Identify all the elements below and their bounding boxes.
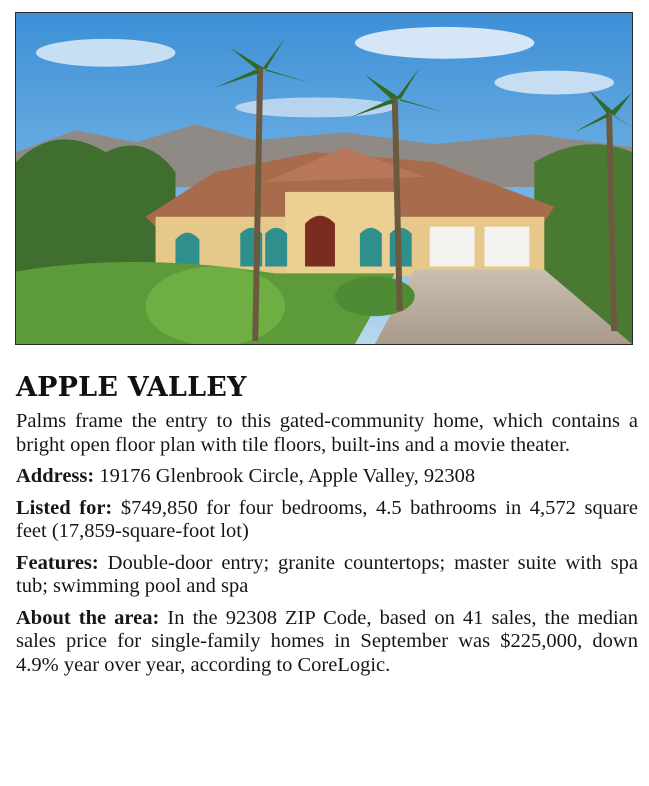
features-value: Double-door entry; granite countertops; master suite with spa tub; swimming pool and spa bbox=[16, 551, 638, 597]
listing-description: Palms frame the entry to this gated-community home, which contains a bright open floor plan with tile floors, built-ins and a movie theater. bbox=[16, 410, 638, 456]
listed-for-label: Listed for: bbox=[16, 496, 113, 519]
features-label: Features: bbox=[16, 551, 99, 574]
address-value: 19176 Glenbrook Circle, Apple Valley, 92308 bbox=[99, 465, 476, 487]
house-photo bbox=[15, 12, 633, 345]
features-line bbox=[16, 552, 638, 599]
about-area-value: In the 92308 ZIP Code, based on 41 sales, the median sales price for single-family homes in September was $225,000, down 4.9% year over year, according to CoreLogic. bbox=[16, 606, 639, 676]
listed-for-value: $749,850 for four bedrooms, 4.5 bathrooms in 4,572 square feet (17,859-square-foot lot) bbox=[16, 496, 639, 542]
about-area-label: About the area: bbox=[16, 606, 160, 629]
listing-headline: APPLE VALLEY bbox=[16, 372, 247, 403]
listed-for-line bbox=[16, 497, 638, 544]
about-area-line bbox=[16, 607, 638, 678]
address-line bbox=[16, 465, 638, 489]
listing-article bbox=[16, 372, 638, 685]
address-label: Address: bbox=[16, 465, 95, 487]
